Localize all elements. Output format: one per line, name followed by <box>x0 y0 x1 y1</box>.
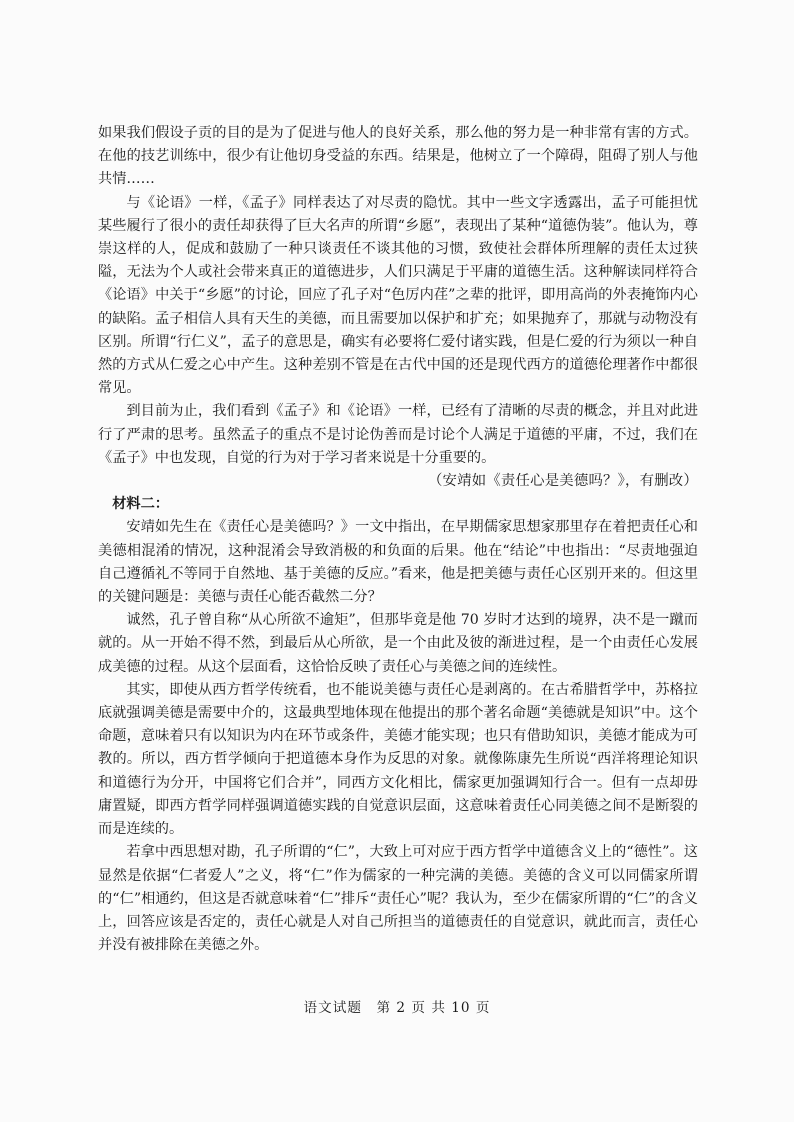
page-content <box>98 122 698 957</box>
page-footer: 语文试题 第 2 页 共 10 页 <box>303 1000 491 1016</box>
section-heading: 材料二： <box>112 496 169 513</box>
paragraph: 若拿中西思想对勘，孔子所谓的“仁”，大致上可对应于西方哲学中道德含义上的“德性”。这显然是依据“仁者爱人”之义，将“仁”作为儒家的一种完满的美德。美德的含义可以同儒家所谓的“仁”相通约，但这是否就意味着“仁”排斥“责任心”呢？我认为，至少在儒家所谓的“仁”的含义上，回答应该是否定的，责任心就是人对自己所担当的道德责任的自觉意识，就此而言，责任心并没有被排除在美德之外。 <box>98 844 698 954</box>
paragraph: 如果我们假设子贡的目的是为了促进与他人的良好关系，那么他的努力是一种非常有害的方式。在他的技艺训练中，很少有让他切身受益的东西。结果是，他树立了一个障碍，阻碍了别人与他共情…… <box>98 125 698 188</box>
paragraph: 到目前为止，我们看到《孟子》和《论语》一样，已经有了清晰的尽责的概念，并且对此进行了严肃的思考。虽然孟子的重点不是讨论伪善而是讨论个人满足于道德的平庸，不过，我们在《孟子》中也发现，自觉的行为对于学习者来说是十分重要的。 <box>98 403 698 466</box>
paragraph: 与《论语》一样，《孟子》同样表达了对尽责的隐忧。其中一些文字透露出，孟子可能担忧某些履行了很小的责任却获得了巨大名声的所谓“乡愿”，表现出了某种“道德伪装”。他认为，尊崇这样的人，促成和鼓励了一种只谈责任不谈其他的习惯，致使社会群体所理解的责任太过狭隘，无法为个人或社会带来真正的道德进步，人们只满足于平庸的道德生活。这种解读同样符合《论语》中关于“乡愿”的讨论，回应了孔子对“色厉内荏”之辈的批评，即用高尚的外表掩饰内心的缺陷。孟子相信人具有天生的美德，而且需要加以保护和扩充；如果抛弃了，那就与动物没有区别。所谓“行仁义”，孟子的意思是，确实有必要将仁爱付诸实践，但是仁爱的行为须以一种自然的方式从仁爱之心中产生。这种差别不管是在古代中国的还是现代西方的道德伦理著作中都很常见。 <box>98 194 698 397</box>
paragraph: 安靖如先生在《责任心是美德吗？》一文中指出，在早期儒家思想家那里存在着把责任心和美德相混淆的情况，这种混淆会导致消极的和负面的后果。他在“结论”中也指出：“尽责地强迫自己遵循礼不等同于自然地、基于美德的反应。”看来，他是把美德与责任心区别开来的。但这里的关键问题是：美德与责任心能否截然二分？ <box>98 519 698 606</box>
paragraph: 其实，即使从西方哲学传统看，也不能说美德与责任心是剥离的。在古希腊哲学中，苏格拉底就强调美德是需要中介的，这最典型地体现在他提出的那个著名命题“美德就是知识”中。这个命题，意味着只有以知识为内在环节或条件，美德才能实现；也只有借助知识，美德才能成为可教的。所以，西方哲学倾向于把道德本身作为反思的对象。就像陈康先生所说“西洋将理论知识和道德行为分开，中国将它们合并”，同西方文化相比，儒家更加强调知行合一。但有一点却毋庸置疑，即西方哲学同样强调道德实践的自觉意识层面，这意味着责任心同美德之间不是断裂的而是连续的。 <box>98 681 698 838</box>
paragraph: 诚然，孔子曾自称“从心所欲不逾矩”，但那毕竟是他 70 岁时才达到的境界，决不是一蹴而就的。从一开始不得不然，到最后从心所欲，是一个由此及彼的渐进过程，是一个由责任心发展成美德的过程。从这个层面看，这恰恰反映了责任心与美德之间的连续性。 <box>98 612 698 675</box>
source-citation: （安靖如《责任心是美德吗？》，有删改） <box>427 473 698 490</box>
